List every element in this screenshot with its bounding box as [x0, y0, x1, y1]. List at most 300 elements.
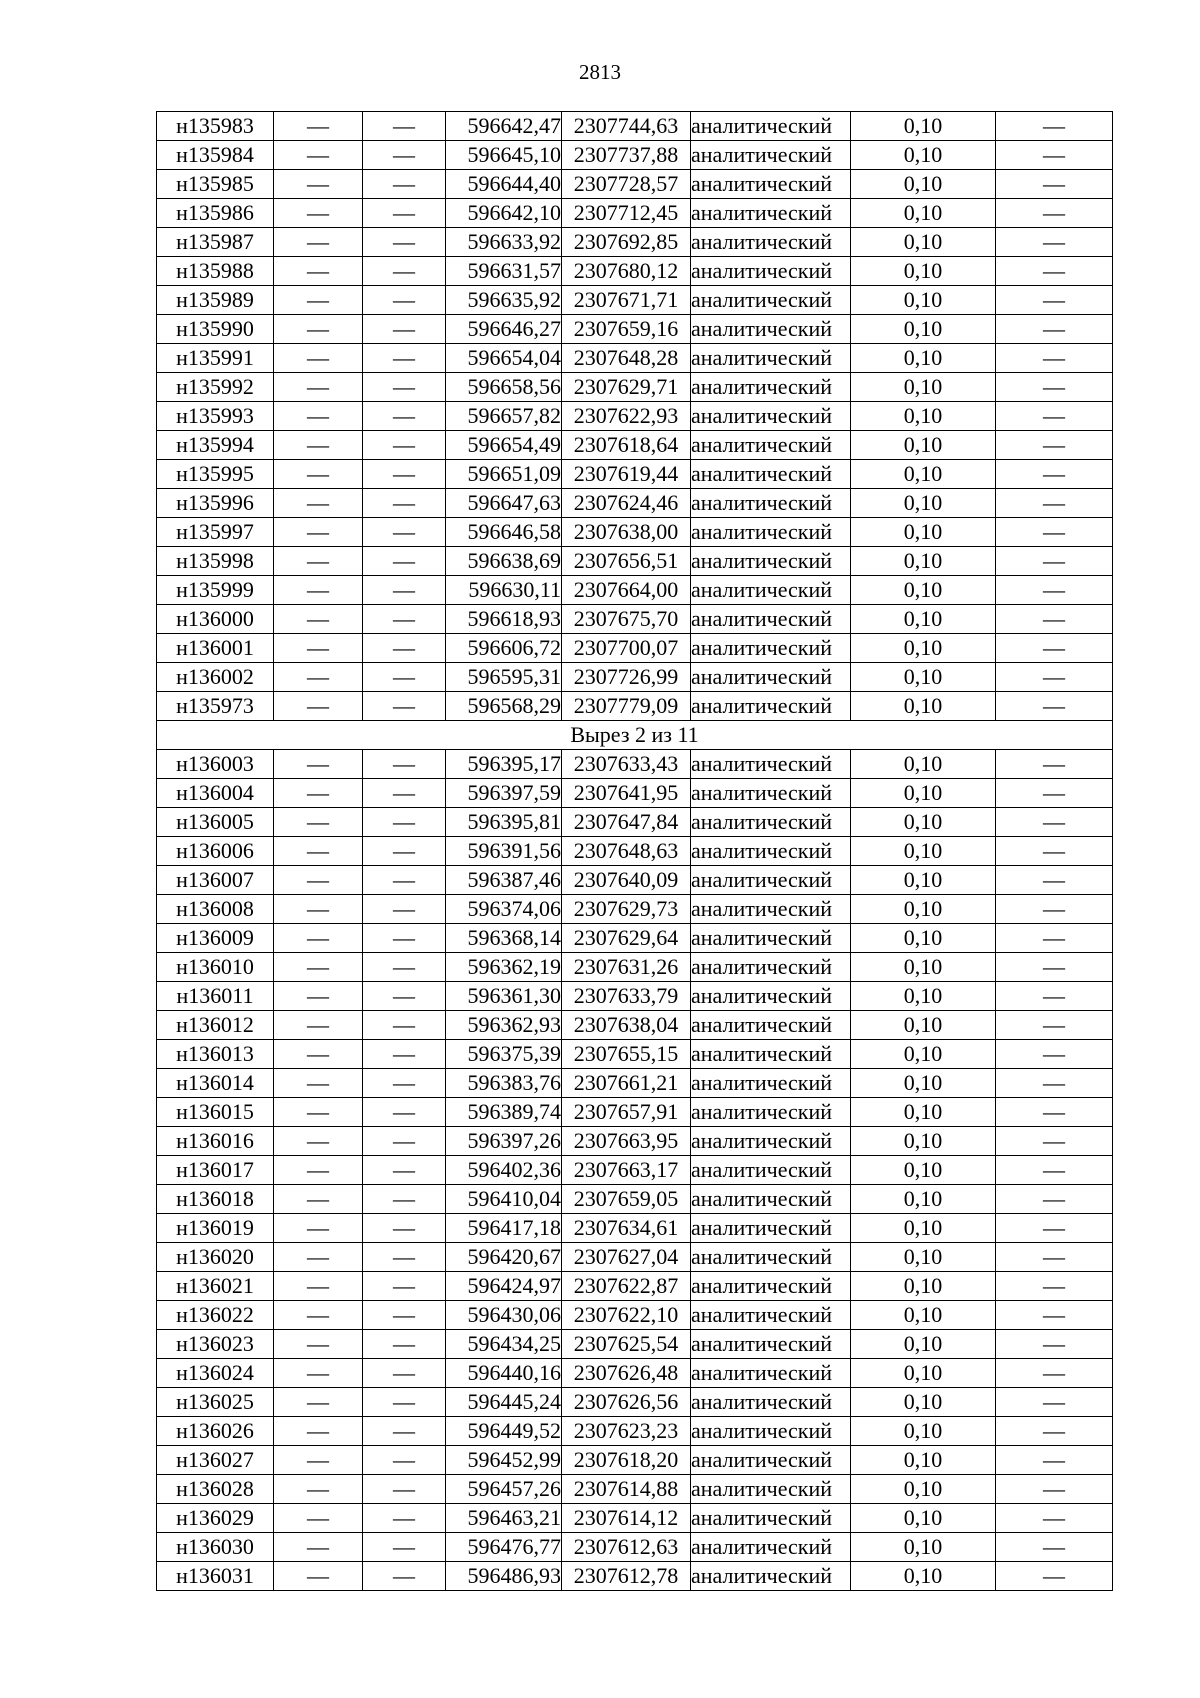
old-x-cell: —: [274, 1475, 363, 1504]
accuracy-cell: 0,10: [851, 808, 996, 837]
method-cell: аналитический: [691, 1069, 851, 1098]
y-coordinate-cell: 2307671,71: [562, 286, 691, 315]
old-x-cell: —: [274, 489, 363, 518]
old-x-cell: —: [274, 1504, 363, 1533]
x-coordinate-cell: 596654,49: [446, 431, 562, 460]
description-cell: —: [996, 1243, 1113, 1272]
old-y-cell: —: [363, 141, 446, 170]
point-name-cell: н135998: [157, 547, 274, 576]
y-coordinate-cell: 2307626,48: [562, 1359, 691, 1388]
old-x-cell: —: [274, 1069, 363, 1098]
point-name-cell: н136026: [157, 1417, 274, 1446]
y-coordinate-cell: 2307726,99: [562, 663, 691, 692]
y-coordinate-cell: 2307779,09: [562, 692, 691, 721]
x-coordinate-cell: 596646,58: [446, 518, 562, 547]
method-cell: аналитический: [691, 315, 851, 344]
x-coordinate-cell: 596440,16: [446, 1359, 562, 1388]
accuracy-cell: 0,10: [851, 547, 996, 576]
accuracy-cell: 0,10: [851, 1098, 996, 1127]
x-coordinate-cell: 596463,21: [446, 1504, 562, 1533]
description-cell: —: [996, 112, 1113, 141]
old-x-cell: —: [274, 1040, 363, 1069]
description-cell: —: [996, 634, 1113, 663]
method-cell: аналитический: [691, 1330, 851, 1359]
x-coordinate-cell: 596368,14: [446, 924, 562, 953]
method-cell: аналитический: [691, 489, 851, 518]
old-x-cell: —: [274, 431, 363, 460]
old-x-cell: —: [274, 1330, 363, 1359]
y-coordinate-cell: 2307648,28: [562, 344, 691, 373]
accuracy-cell: 0,10: [851, 924, 996, 953]
description-cell: —: [996, 1272, 1113, 1301]
table-row: [157, 1301, 1113, 1330]
description-cell: —: [996, 1156, 1113, 1185]
y-coordinate-cell: 2307712,45: [562, 199, 691, 228]
y-coordinate-cell: 2307675,70: [562, 605, 691, 634]
table-row: [157, 1330, 1113, 1359]
description-cell: —: [996, 808, 1113, 837]
point-name-cell: н136000: [157, 605, 274, 634]
old-y-cell: —: [363, 402, 446, 431]
x-coordinate-cell: 596644,40: [446, 170, 562, 199]
table-row: [157, 199, 1113, 228]
old-y-cell: —: [363, 1040, 446, 1069]
method-cell: аналитический: [691, 402, 851, 431]
description-cell: —: [996, 1040, 1113, 1069]
table-row: [157, 547, 1113, 576]
description-cell: —: [996, 1011, 1113, 1040]
x-coordinate-cell: 596362,19: [446, 953, 562, 982]
accuracy-cell: 0,10: [851, 1562, 996, 1591]
table-row: [157, 518, 1113, 547]
method-cell: аналитический: [691, 286, 851, 315]
old-x-cell: —: [274, 1272, 363, 1301]
table-row: [157, 286, 1113, 315]
old-y-cell: —: [363, 837, 446, 866]
method-cell: аналитический: [691, 837, 851, 866]
old-y-cell: —: [363, 576, 446, 605]
method-cell: аналитический: [691, 634, 851, 663]
description-cell: —: [996, 1504, 1113, 1533]
table-row: [157, 1156, 1113, 1185]
y-coordinate-cell: 2307612,63: [562, 1533, 691, 1562]
method-cell: аналитический: [691, 1533, 851, 1562]
old-y-cell: —: [363, 1359, 446, 1388]
old-y-cell: —: [363, 1011, 446, 1040]
table-body: [157, 112, 1113, 1591]
x-coordinate-cell: 596362,93: [446, 1011, 562, 1040]
table-row: [157, 692, 1113, 721]
old-x-cell: —: [274, 170, 363, 199]
method-cell: аналитический: [691, 1156, 851, 1185]
table-row: [157, 344, 1113, 373]
y-coordinate-cell: 2307692,85: [562, 228, 691, 257]
accuracy-cell: 0,10: [851, 431, 996, 460]
old-y-cell: —: [363, 344, 446, 373]
y-coordinate-cell: 2307633,43: [562, 750, 691, 779]
method-cell: аналитический: [691, 1475, 851, 1504]
old-y-cell: —: [363, 895, 446, 924]
accuracy-cell: 0,10: [851, 1330, 996, 1359]
old-x-cell: —: [274, 1359, 363, 1388]
description-cell: —: [996, 1533, 1113, 1562]
description-cell: —: [996, 692, 1113, 721]
table-row: [157, 663, 1113, 692]
description-cell: —: [996, 1330, 1113, 1359]
accuracy-cell: 0,10: [851, 605, 996, 634]
x-coordinate-cell: 596651,09: [446, 460, 562, 489]
x-coordinate-cell: 596430,06: [446, 1301, 562, 1330]
y-coordinate-cell: 2307640,09: [562, 866, 691, 895]
point-name-cell: н136025: [157, 1388, 274, 1417]
accuracy-cell: 0,10: [851, 663, 996, 692]
old-x-cell: —: [274, 1533, 363, 1562]
coordinates-table: [156, 111, 1113, 1591]
point-name-cell: н136010: [157, 953, 274, 982]
method-cell: аналитический: [691, 953, 851, 982]
accuracy-cell: 0,10: [851, 1069, 996, 1098]
old-x-cell: —: [274, 112, 363, 141]
x-coordinate-cell: 596445,24: [446, 1388, 562, 1417]
description-cell: —: [996, 924, 1113, 953]
point-name-cell: н135984: [157, 141, 274, 170]
old-y-cell: —: [363, 1156, 446, 1185]
table-row: [157, 1098, 1113, 1127]
method-cell: аналитический: [691, 1562, 851, 1591]
y-coordinate-cell: 2307626,56: [562, 1388, 691, 1417]
point-name-cell: н135996: [157, 489, 274, 518]
x-coordinate-cell: 596457,26: [446, 1475, 562, 1504]
table-row: [157, 1214, 1113, 1243]
accuracy-cell: 0,10: [851, 750, 996, 779]
x-coordinate-cell: 596424,97: [446, 1272, 562, 1301]
y-coordinate-cell: 2307629,73: [562, 895, 691, 924]
old-x-cell: —: [274, 518, 363, 547]
method-cell: аналитический: [691, 1127, 851, 1156]
y-coordinate-cell: 2307629,71: [562, 373, 691, 402]
x-coordinate-cell: 596375,39: [446, 1040, 562, 1069]
point-name-cell: н135986: [157, 199, 274, 228]
page-number: 2813: [579, 60, 621, 84]
description-cell: —: [996, 431, 1113, 460]
method-cell: аналитический: [691, 1504, 851, 1533]
method-cell: аналитический: [691, 1301, 851, 1330]
method-cell: аналитический: [691, 1040, 851, 1069]
point-name-cell: н136027: [157, 1446, 274, 1475]
table-row: [157, 431, 1113, 460]
x-coordinate-cell: 596402,36: [446, 1156, 562, 1185]
table-row: [157, 750, 1113, 779]
x-coordinate-cell: 596452,99: [446, 1446, 562, 1475]
old-x-cell: —: [274, 779, 363, 808]
accuracy-cell: 0,10: [851, 837, 996, 866]
point-name-cell: н135999: [157, 576, 274, 605]
old-y-cell: —: [363, 489, 446, 518]
point-name-cell: н136023: [157, 1330, 274, 1359]
accuracy-cell: 0,10: [851, 953, 996, 982]
old-x-cell: —: [274, 895, 363, 924]
table-row: [157, 1446, 1113, 1475]
old-x-cell: —: [274, 1301, 363, 1330]
accuracy-cell: 0,10: [851, 373, 996, 402]
y-coordinate-cell: 2307622,93: [562, 402, 691, 431]
y-coordinate-cell: 2307659,05: [562, 1185, 691, 1214]
description-cell: —: [996, 1446, 1113, 1475]
x-coordinate-cell: 596654,04: [446, 344, 562, 373]
accuracy-cell: 0,10: [851, 866, 996, 895]
description-cell: —: [996, 1417, 1113, 1446]
method-cell: аналитический: [691, 1185, 851, 1214]
point-name-cell: н136011: [157, 982, 274, 1011]
old-x-cell: —: [274, 1098, 363, 1127]
x-coordinate-cell: 596395,17: [446, 750, 562, 779]
x-coordinate-cell: 596434,25: [446, 1330, 562, 1359]
old-x-cell: —: [274, 692, 363, 721]
method-cell: аналитический: [691, 1272, 851, 1301]
method-cell: аналитический: [691, 1243, 851, 1272]
point-name-cell: н136022: [157, 1301, 274, 1330]
accuracy-cell: 0,10: [851, 895, 996, 924]
method-cell: аналитический: [691, 982, 851, 1011]
old-y-cell: —: [363, 257, 446, 286]
method-cell: аналитический: [691, 518, 851, 547]
accuracy-cell: 0,10: [851, 199, 996, 228]
old-y-cell: —: [363, 1417, 446, 1446]
y-coordinate-cell: 2307622,10: [562, 1301, 691, 1330]
accuracy-cell: 0,10: [851, 1475, 996, 1504]
old-x-cell: —: [274, 315, 363, 344]
method-cell: аналитический: [691, 112, 851, 141]
old-y-cell: —: [363, 779, 446, 808]
x-coordinate-cell: 596410,04: [446, 1185, 562, 1214]
old-x-cell: —: [274, 866, 363, 895]
description-cell: —: [996, 663, 1113, 692]
table-row: [157, 1504, 1113, 1533]
description-cell: —: [996, 228, 1113, 257]
old-x-cell: —: [274, 1417, 363, 1446]
method-cell: аналитический: [691, 199, 851, 228]
old-y-cell: —: [363, 1243, 446, 1272]
old-y-cell: —: [363, 518, 446, 547]
table-row: [157, 257, 1113, 286]
table-row: [157, 1040, 1113, 1069]
description-cell: —: [996, 605, 1113, 634]
y-coordinate-cell: 2307655,15: [562, 1040, 691, 1069]
method-cell: аналитический: [691, 228, 851, 257]
point-name-cell: н135989: [157, 286, 274, 315]
table-row: [157, 866, 1113, 895]
x-coordinate-cell: 596642,47: [446, 112, 562, 141]
description-cell: —: [996, 1185, 1113, 1214]
accuracy-cell: 0,10: [851, 1185, 996, 1214]
x-coordinate-cell: 596387,46: [446, 866, 562, 895]
y-coordinate-cell: 2307614,88: [562, 1475, 691, 1504]
method-cell: аналитический: [691, 547, 851, 576]
table-row: [157, 1272, 1113, 1301]
x-coordinate-cell: 596486,93: [446, 1562, 562, 1591]
y-coordinate-cell: 2307659,16: [562, 315, 691, 344]
old-y-cell: —: [363, 286, 446, 315]
table-row: [157, 1011, 1113, 1040]
accuracy-cell: 0,10: [851, 634, 996, 663]
method-cell: аналитический: [691, 808, 851, 837]
old-x-cell: —: [274, 1243, 363, 1272]
method-cell: аналитический: [691, 663, 851, 692]
point-name-cell: н136028: [157, 1475, 274, 1504]
description-cell: —: [996, 1562, 1113, 1591]
point-name-cell: н136007: [157, 866, 274, 895]
y-coordinate-cell: 2307663,95: [562, 1127, 691, 1156]
y-coordinate-cell: 2307612,78: [562, 1562, 691, 1591]
point-name-cell: н136001: [157, 634, 274, 663]
point-name-cell: н135991: [157, 344, 274, 373]
y-coordinate-cell: 2307624,46: [562, 489, 691, 518]
x-coordinate-cell: 596658,56: [446, 373, 562, 402]
method-cell: аналитический: [691, 1388, 851, 1417]
accuracy-cell: 0,10: [851, 228, 996, 257]
old-x-cell: —: [274, 1562, 363, 1591]
old-x-cell: —: [274, 286, 363, 315]
old-y-cell: —: [363, 663, 446, 692]
accuracy-cell: 0,10: [851, 315, 996, 344]
method-cell: аналитический: [691, 170, 851, 199]
description-cell: —: [996, 1301, 1113, 1330]
old-x-cell: —: [274, 141, 363, 170]
method-cell: аналитический: [691, 866, 851, 895]
y-coordinate-cell: 2307661,21: [562, 1069, 691, 1098]
description-cell: —: [996, 750, 1113, 779]
point-name-cell: н136031: [157, 1562, 274, 1591]
description-cell: —: [996, 344, 1113, 373]
table-row: [157, 1417, 1113, 1446]
point-name-cell: н136017: [157, 1156, 274, 1185]
x-coordinate-cell: 596647,63: [446, 489, 562, 518]
table-row: [157, 1069, 1113, 1098]
method-cell: аналитический: [691, 576, 851, 605]
method-cell: аналитический: [691, 1098, 851, 1127]
description-cell: —: [996, 1388, 1113, 1417]
accuracy-cell: 0,10: [851, 1011, 996, 1040]
old-x-cell: —: [274, 228, 363, 257]
old-x-cell: —: [274, 750, 363, 779]
x-coordinate-cell: 596645,10: [446, 141, 562, 170]
table-row: [157, 1388, 1113, 1417]
table-row: [157, 634, 1113, 663]
old-y-cell: —: [363, 1504, 446, 1533]
table-row: [157, 779, 1113, 808]
point-name-cell: н136008: [157, 895, 274, 924]
description-cell: —: [996, 982, 1113, 1011]
accuracy-cell: 0,10: [851, 1272, 996, 1301]
old-x-cell: —: [274, 953, 363, 982]
table-row: [157, 141, 1113, 170]
old-y-cell: —: [363, 750, 446, 779]
point-name-cell: н136006: [157, 837, 274, 866]
method-cell: аналитический: [691, 1446, 851, 1475]
description-cell: —: [996, 1214, 1113, 1243]
y-coordinate-cell: 2307664,00: [562, 576, 691, 605]
old-y-cell: —: [363, 924, 446, 953]
x-coordinate-cell: 596638,69: [446, 547, 562, 576]
old-x-cell: —: [274, 634, 363, 663]
description-cell: —: [996, 199, 1113, 228]
y-coordinate-cell: 2307619,44: [562, 460, 691, 489]
old-x-cell: —: [274, 1011, 363, 1040]
accuracy-cell: 0,10: [851, 1417, 996, 1446]
table-row: [157, 808, 1113, 837]
x-coordinate-cell: 596646,27: [446, 315, 562, 344]
point-name-cell: н135973: [157, 692, 274, 721]
y-coordinate-cell: 2307638,04: [562, 1011, 691, 1040]
point-name-cell: н136024: [157, 1359, 274, 1388]
old-y-cell: —: [363, 199, 446, 228]
old-y-cell: —: [363, 112, 446, 141]
old-y-cell: —: [363, 170, 446, 199]
old-y-cell: —: [363, 1533, 446, 1562]
accuracy-cell: 0,10: [851, 460, 996, 489]
accuracy-cell: 0,10: [851, 344, 996, 373]
accuracy-cell: 0,10: [851, 141, 996, 170]
y-coordinate-cell: 2307633,79: [562, 982, 691, 1011]
table-row: [157, 489, 1113, 518]
method-cell: аналитический: [691, 431, 851, 460]
table-row: [157, 1475, 1113, 1504]
accuracy-cell: 0,10: [851, 1388, 996, 1417]
x-coordinate-cell: 596595,31: [446, 663, 562, 692]
old-y-cell: —: [363, 1562, 446, 1591]
y-coordinate-cell: 2307629,64: [562, 924, 691, 953]
old-x-cell: —: [274, 924, 363, 953]
point-name-cell: н136013: [157, 1040, 274, 1069]
accuracy-cell: 0,10: [851, 112, 996, 141]
point-name-cell: н136021: [157, 1272, 274, 1301]
old-x-cell: —: [274, 1127, 363, 1156]
method-cell: аналитический: [691, 1359, 851, 1388]
point-name-cell: н136018: [157, 1185, 274, 1214]
description-cell: —: [996, 953, 1113, 982]
description-cell: —: [996, 460, 1113, 489]
table-row: [157, 895, 1113, 924]
old-y-cell: —: [363, 1127, 446, 1156]
old-x-cell: —: [274, 460, 363, 489]
point-name-cell: н135983: [157, 112, 274, 141]
point-name-cell: н136012: [157, 1011, 274, 1040]
description-cell: —: [996, 315, 1113, 344]
old-y-cell: —: [363, 605, 446, 634]
old-y-cell: —: [363, 1272, 446, 1301]
point-name-cell: н136030: [157, 1533, 274, 1562]
table-row: [157, 460, 1113, 489]
section-header-row: [157, 721, 1113, 750]
method-cell: аналитический: [691, 344, 851, 373]
old-x-cell: —: [274, 199, 363, 228]
y-coordinate-cell: 2307634,61: [562, 1214, 691, 1243]
old-x-cell: —: [274, 605, 363, 634]
x-coordinate-cell: 596633,92: [446, 228, 562, 257]
x-coordinate-cell: 596606,72: [446, 634, 562, 663]
accuracy-cell: 0,10: [851, 1359, 996, 1388]
x-coordinate-cell: 596397,59: [446, 779, 562, 808]
table-row: [157, 1185, 1113, 1214]
point-name-cell: н136002: [157, 663, 274, 692]
old-x-cell: —: [274, 576, 363, 605]
old-y-cell: —: [363, 373, 446, 402]
method-cell: аналитический: [691, 257, 851, 286]
old-x-cell: —: [274, 1185, 363, 1214]
table-row: [157, 837, 1113, 866]
point-name-cell: н136020: [157, 1243, 274, 1272]
x-coordinate-cell: 596449,52: [446, 1417, 562, 1446]
